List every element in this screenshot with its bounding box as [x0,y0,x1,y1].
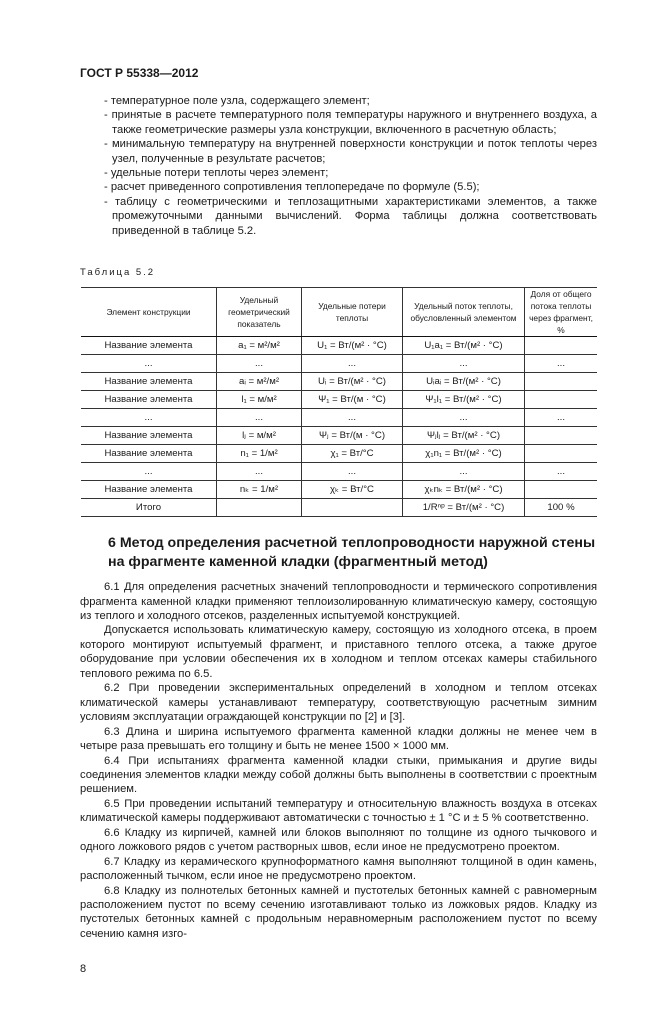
table-row [81,463,597,481]
table-cell: χₖ = Вт/°С [302,481,403,499]
requirements-list [104,94,597,238]
table-cell: ... [302,409,403,427]
table-cell: a₁ = м²/м² [217,337,302,355]
table-cell: Ψⱼ = Вт/(м · °С) [302,427,403,445]
table-cell: ... [403,409,525,427]
list-item: - таблицу с геометрическими и теплозащитными характеристиками элементов, а также промежуточными данными вычислений. Форма таблицы должна соответствовать приведенной в таблице 5.2. [104,195,597,237]
table-cell: ... [217,409,302,427]
table-cell: χₖnₖ = Вт/(м² · °С) [403,481,525,499]
table-row [81,409,597,427]
table-caption: Таблица 5.2 [80,267,156,279]
table-header-row [81,288,597,337]
table-cell: ... [217,463,302,481]
table-row [81,481,597,499]
column-header: Элемент конструкции [81,288,217,337]
table-cell: n₁ = 1/м² [217,445,302,463]
data-table [81,287,597,517]
table-cell: Название элемента [81,391,217,409]
paragraph: 6.8 Кладку из полнотелых бетонных камней и пустотелых бетонных камней с равномерным расположением пустот по всему сечению изготавливают только из ложковых рядов. Кладку из пустотелых бетонных камней с продольным неравномерным расположением пустот по всему сечению камня изго- [80,884,597,940]
list-item: - температурное поле узла, содержащего элемент; [104,95,370,107]
paragraph: 6.5 При проведении испытаний температуру и относительную влажность воздуха в отсеках климатической камеры поддерживают автоматически с точностью ± 1 °С и ± 5 % соответственно. [80,797,597,825]
table-cell: Название элемента [81,445,217,463]
section-body [80,580,597,941]
table-row [81,445,597,463]
column-header: Доля от общего потока теплоты через фрагмент, % [525,288,598,337]
table-cell [525,391,598,409]
table-cell: l₁ = м/м² [217,391,302,409]
column-header: Удельный геометрический показатель [217,288,302,337]
table-row [81,337,597,355]
column-header: Удельные потери теплоты [302,288,403,337]
table-cell [217,499,302,517]
table-cell: aᵢ = м²/м² [217,373,302,391]
table-cell: U₁ = Вт/(м² · °С) [302,337,403,355]
table-cell: U₁a₁ = Вт/(м² · °С) [403,337,525,355]
table-cell: Название элемента [81,481,217,499]
table-cell: Название элемента [81,373,217,391]
list-item: - принятые в расчете температурного поля температуры наружного и внутреннего воздуха, а также геометрические размеры узла конструкции, включенного в расчетную область; [104,109,597,136]
table-cell: ... [81,463,217,481]
list-item: - расчет приведенного сопротивления теплопередаче по формуле (5.5); [104,181,480,194]
table-cell: 1/Rⁿᵖ = Вт/(м² · °С) [403,499,525,517]
table-cell: lⱼ = м/м² [217,427,302,445]
list-item: - удельные потери теплоты через элемент; [104,167,329,180]
table-cell [525,337,598,355]
table-cell: ... [81,355,217,373]
table-cell: Ψ₁l₁ = Вт/(м² · °С) [403,391,525,409]
table-cell: ... [217,355,302,373]
table-cell: ... [302,355,403,373]
table-cell: 100 % [525,499,598,517]
table-cell: χ₁n₁ = Вт/(м² · °С) [403,445,525,463]
table-cell: χ₁ = Вт/°С [302,445,403,463]
table-cell: ... [403,463,525,481]
page-number: 8 [80,963,87,976]
paragraph: Допускается использовать климатическую камеру, состоящую из холодного отсека, в проем которого монтируют испытуемый фрагмент, и приставного теплого отсека, а также другое оборудование при условии обеспечения их в холодном и теплом отсеках камеры стабильного теплового режима по 6.5. [80,624,597,680]
paragraph: 6.3 Длина и ширина испытуемого фрагмента каменной кладки должны не менее чем в четыре раза превышать его толщину и быть не менее 1500 × 1000 мм. [80,725,597,753]
list-item: - минимальную температуру на внутренней поверхности конструкции и поток теплоты через узел, полученные в результате расчетов; [104,138,597,165]
table-cell: Ψ₁ = Вт/(м · °С) [302,391,403,409]
table-cell: ... [302,463,403,481]
table-cell: ... [525,409,598,427]
paragraph: 6.2 При проведении экспериментальных определений в холодном и теплом отсеках климатической камеры устанавливают температуру, соответствующую расчетным зимним условиям эксплуатации ограждающей конструкции по [2] и [3]. [80,682,597,724]
table-cell: ... [81,409,217,427]
table-cell: ... [525,463,598,481]
table-cell: Название элемента [81,337,217,355]
table-cell: Ψⱼlⱼ = Вт/(м² · °С) [403,427,525,445]
column-header: Удельный поток теплоты, обусловленный элементом [403,288,525,337]
table-cell [525,427,598,445]
table-row [81,355,597,373]
table-row [81,427,597,445]
table-cell: ... [403,355,525,373]
table-cell [525,373,598,391]
table-cell: Uᵢ = Вт/(м² · °С) [302,373,403,391]
table-cell [525,481,598,499]
table-cell: Название элемента [81,427,217,445]
paragraph: 6.4 При испытаниях фрагмента каменной кладки стыки, примыкания и другие виды соединения элементов кладки между собой должны быть выполнены в соответствии с проектным решением. [80,754,597,796]
table-cell [302,499,403,517]
table-cell [525,445,598,463]
table-cell: ... [525,355,598,373]
document-header: ГОСТ Р 55338—2012 [80,66,199,80]
table-cell: Итого [81,499,217,517]
paragraph: 6.1 Для определения расчетных значений теплопроводности и термического сопротивления фрагмента каменной кладки применяют теплоизолированную климатическую камеру, состоящую из теплого и холодного отсеков, разделенных испытуемой конструкцией. [80,581,597,622]
table-row [81,391,597,409]
section-title: 6 Метод определения расчетной теплопроводности наружной стены на фрагменте каменной кладки (фрагментный метод) [108,535,596,571]
paragraph: 6.7 Кладку из керамического крупноформатного камня выполняют толщиной в один камень, расположенный тычком, если иное не предусмотрено проектом. [80,855,597,883]
table-cell: nₖ = 1/м² [217,481,302,499]
table-row [81,499,597,517]
table-row [81,373,597,391]
paragraph: 6.6 Кладку из кирпичей, камней или блоков выполняют по толщине из одного тычкового и одного ложкового рядов с учетом растворных швов, если иное не предусмотрено проектом. [80,826,597,854]
table-cell: Uᵢaᵢ = Вт/(м² · °С) [403,373,525,391]
table-body [81,337,597,517]
